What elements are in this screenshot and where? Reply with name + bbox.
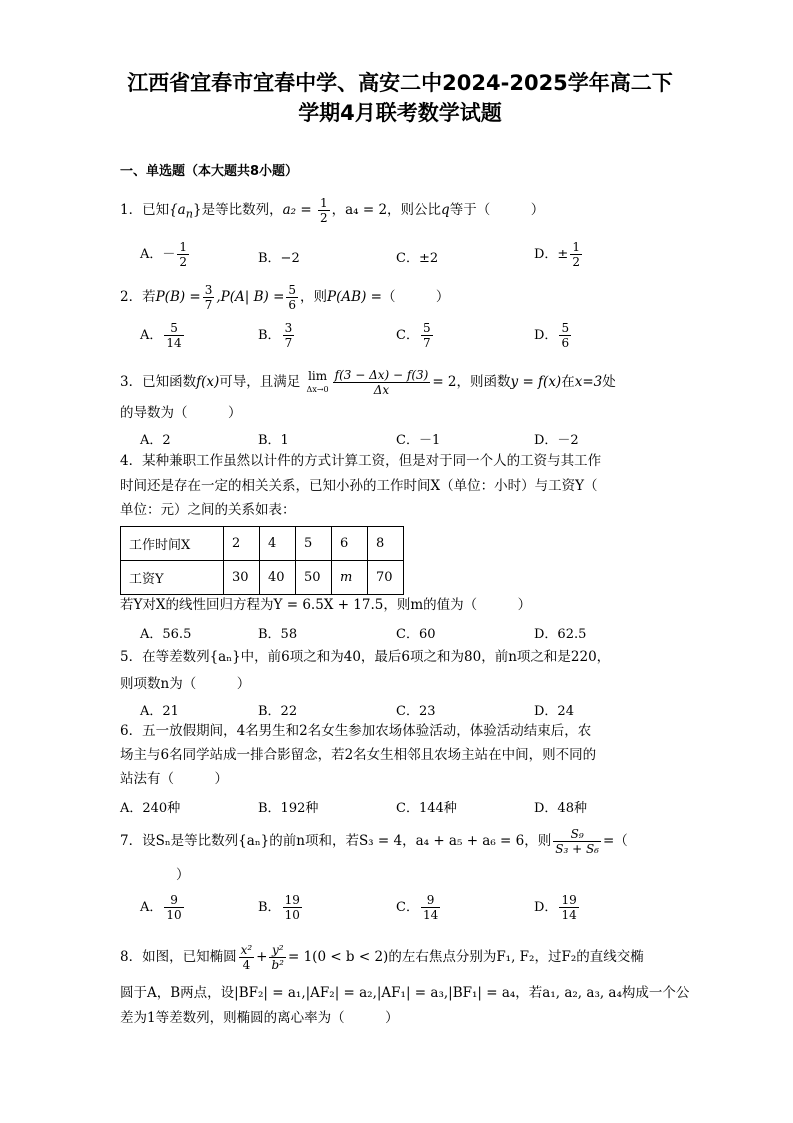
q5-option-d[interactable]: D．24 xyxy=(534,704,574,719)
question-3: 3．已知函数f(x)可导，且满足 lim Δx→0 $\frac{f(3 - \Delta x) - f(3)}{\Delta x}$ = 2，则函数y = f(x)在x=3处 xyxy=(120,368,616,397)
q4-option-c[interactable]: C．60 xyxy=(396,627,436,642)
q6-option-d[interactable]: D．48种 xyxy=(534,801,587,816)
q7-option-d[interactable]: D． $\frac{19}{14}$ xyxy=(534,893,577,922)
question-4-line3: 单位：元）之间的关系如表： xyxy=(120,502,296,518)
q4-option-a[interactable]: A．56.5 xyxy=(140,627,192,642)
question-2: 2．若P(B) = $\frac{3}{7}$ ,P(A| B) = $\frac{5}{6}$ ，则P(AB) =（ ） xyxy=(120,283,450,312)
fraction: $\frac{1}{2}$ xyxy=(319,196,328,225)
question-3-line2: 的导数为（ ） xyxy=(120,405,242,421)
q4-option-b[interactable]: B．58 xyxy=(258,627,298,642)
question-5-line2: 则项数n为（ ） xyxy=(120,676,251,692)
question-6-line3: 站法有（ ） xyxy=(120,771,228,787)
question-1: 1．已知$\{a_n\}$是等比数列，a₂ = $\frac{1}{2}$ ，a₄ = 2，则公比q等于（ ） xyxy=(120,196,545,225)
q1-option-c[interactable]: C．±2 xyxy=(396,251,439,266)
q3-option-a[interactable]: A．2 xyxy=(140,433,171,448)
q5-option-c[interactable]: C．23 xyxy=(396,704,436,719)
question-7-line2: ） xyxy=(176,867,190,883)
q5-option-a[interactable]: A．21 xyxy=(140,704,179,719)
q5-option-b[interactable]: B．22 xyxy=(258,704,298,719)
question-4-line4: 若Y对X的线性回归方程为Y = 6.5X + 17.5，则m的值为（ ） xyxy=(120,597,532,613)
page-title-line2: 学期4月联考数学试题 xyxy=(298,101,502,125)
table-cell: 工资Y xyxy=(121,561,224,595)
table-cell: 5 xyxy=(296,527,332,561)
section-heading: 一、单选题（本大题共8小题） xyxy=(120,164,299,179)
page-title-line1: 江西省宜春市宜春中学、高安二中2024-2025学年高二下 xyxy=(127,71,673,95)
table-cell: 8 xyxy=(368,527,404,561)
table-cell: 50 xyxy=(296,561,332,595)
q3-option-d[interactable]: D．－2 xyxy=(534,433,579,448)
q4-option-d[interactable]: D．62.5 xyxy=(534,627,587,642)
table-cell: 30 xyxy=(224,561,260,595)
question-4-line1: 4．某种兼职工作虽然以计件的方式计算工资，但是对于同一个人的工资与其工作 xyxy=(120,453,602,469)
q7-option-b[interactable]: B． $\frac{19}{10}$ xyxy=(258,893,300,922)
q1-option-b[interactable]: B．−2 xyxy=(258,251,300,266)
q1-option-d[interactable]: D．± $\frac{1}{2}$ xyxy=(534,240,580,269)
q7-option-c[interactable]: C． $\frac{9}{14}$ xyxy=(396,893,439,922)
q3-option-b[interactable]: B．1 xyxy=(258,433,289,448)
table-row xyxy=(121,527,404,561)
question-8: 8．如图，已知椭圆 $\frac{\text{x²}}{4}$ + $\frac{\text{y²}}{\text{b²}}$ = 1(0 < b < 2)的左右焦点分别为F₁, F₂，过F₂的直线交椭 xyxy=(120,943,644,972)
q2-option-a[interactable]: A． $\frac{5}{14}$ xyxy=(140,321,182,350)
q6-option-b[interactable]: B．192种 xyxy=(258,801,319,816)
table-cell: 2 xyxy=(224,527,260,561)
q3-option-c[interactable]: C．－1 xyxy=(396,433,441,448)
q6-option-a[interactable]: A．240种 xyxy=(120,801,181,816)
table-cell: 40 xyxy=(260,561,296,595)
table-cell: 4 xyxy=(260,527,296,561)
q2-option-b[interactable]: B． $\frac{3}{7}$ xyxy=(258,321,293,350)
q1-option-a[interactable]: A．－ $\frac{1}{2}$ xyxy=(140,240,188,269)
question-7: 7．设Sₙ是等比数列{aₙ}的前n项和，若S₃ = 4，a₄ + a₅ + a₆ = 6，则 $\frac{\text{S₉}}{\text{S₃ + S₆}}$ =（ xyxy=(120,827,628,856)
question-8-line2: 圆于A，B两点，设|BF₂| = a₁,|AF₂| = a₂,|AF₁| = a₃,|BF₁| = a₄，若a₁, a₂, a₃, a₄构成一个公 xyxy=(120,985,690,1001)
table-cell: 70 xyxy=(368,561,404,595)
question-6-line2: 场主与6名同学站成一排合影留念，若2名女生相邻且农场主站在中间，则不同的 xyxy=(120,747,597,763)
q2-option-c[interactable]: C． $\frac{5}{7}$ xyxy=(396,321,431,350)
table-cell: 6 xyxy=(332,527,368,561)
table-cell: m xyxy=(332,561,368,595)
data-table xyxy=(120,526,404,595)
table-cell: 工作时间X xyxy=(121,527,224,561)
q7-option-a[interactable]: A． $\frac{9}{10}$ xyxy=(140,893,182,922)
question-6-line1: 6．五一放假期间，4名男生和2名女生参加农场体验活动，体验活动结束后，农 xyxy=(120,723,592,739)
table-row xyxy=(121,561,404,595)
q6-option-c[interactable]: C．144种 xyxy=(396,801,457,816)
question-5-line1: 5．在等差数列{aₙ}中，前6项之和为40，最后6项之和为80，前n项之和是220， xyxy=(120,649,611,665)
question-4-line2: 时间还是存在一定的相关关系，已知小孙的工作时间X（单位：小时）与工资Y（ xyxy=(120,478,598,494)
q2-option-d[interactable]: D． $\frac{5}{6}$ xyxy=(534,321,570,350)
question-8-line3: 差为1等差数列，则椭圆的离心率为（ ） xyxy=(120,1010,399,1026)
